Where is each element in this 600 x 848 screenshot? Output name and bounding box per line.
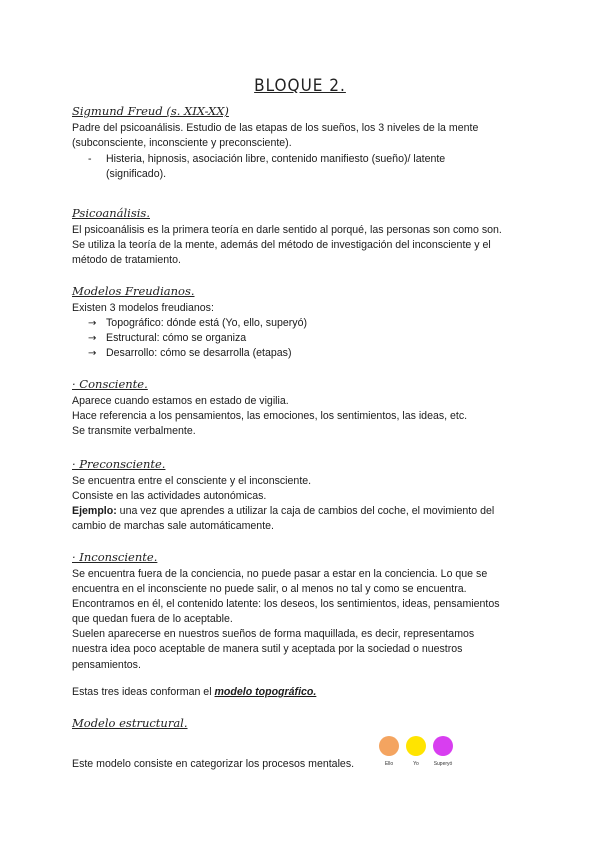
inconsciente-line: nuestra idea poco aceptable de manera sutil y aceptada por la sociedad o nuestros — [72, 643, 463, 656]
preconsciente-line: Consiste en las actividades autonómicas. — [72, 490, 267, 503]
modelo-item: Topográfico: dónde está (Yo, ello, superyó) — [106, 317, 308, 329]
heading-freud: Sigmund Freud (s. XIX-XX) — [72, 104, 229, 118]
heading-inconsciente: · Inconsciente. — [72, 550, 158, 564]
heading-consciente: · Consciente. — [72, 377, 148, 391]
freud-line: (subconsciente, inconsciente y preconsciente). — [72, 137, 292, 150]
list-item — [88, 346, 307, 361]
inconsciente-line: Suelen aparecerse en nuestros sueños de forma maquillada, es decir, representamos — [72, 628, 475, 641]
freud-bullet-list — [88, 152, 528, 182]
circle-ello — [377, 736, 401, 767]
conclusion-line — [72, 685, 532, 700]
bullet-marker: - — [88, 153, 92, 165]
modelos-list — [88, 316, 307, 361]
consciente-line: Se transmite verbalmente. — [72, 425, 196, 438]
psicoanalisis-line: Se utiliza la teoría de la mente, además del método de investigación del inconsciente y el — [72, 239, 491, 252]
circle-superyo-dot — [433, 736, 453, 756]
arrow-icon: → — [88, 348, 97, 360]
preconsciente-line: Se encuentra entre el consciente y el inconsciente. — [72, 475, 312, 487]
psicoanalisis-paragraph — [72, 223, 532, 268]
circle-label: Superyó — [433, 761, 453, 767]
list-item — [88, 316, 307, 331]
consciente-line: Aparece cuando estamos en estado de vigilia. — [72, 395, 289, 407]
list-item — [88, 152, 528, 182]
heading-psicoanalisis: Psicoanálisis. — [72, 206, 150, 220]
heading-modelos: Modelos Freudianos. — [72, 284, 195, 298]
circle-label: Yo — [413, 761, 419, 767]
freud-bullet-line: (significado). — [106, 168, 167, 181]
inconsciente-line: Encontramos en él, el contenido latente: los deseos, los sentimientos, ideas, pensamientos — [72, 598, 500, 611]
consciente-paragraph — [72, 394, 532, 439]
inconsciente-line: que quedan fuera de lo aceptable. — [72, 613, 233, 626]
preconsciente-paragraph — [72, 474, 532, 534]
modelo-topografico-emphasis: modelo topográfico. — [214, 686, 317, 698]
list-item — [88, 331, 307, 346]
circle-ello-dot — [379, 736, 399, 756]
page-title: BLOQUE 2. — [254, 76, 346, 96]
inconsciente-paragraph — [72, 567, 532, 673]
freud-line: Padre del psicoanálisis. Estudio de las etapas de los sueños, los 3 niveles de la mente — [72, 122, 479, 134]
estructural-circles — [377, 736, 455, 767]
consciente-line: Hace referencia a los pensamientos, las emociones, los sentimientos, las ideas, etc. — [72, 410, 468, 423]
psicoanalisis-line: El psicoanálisis es la primera teoría en darle sentido al porqué, las personas son como son. — [72, 224, 502, 236]
heading-estructural: Modelo estructural. — [72, 716, 188, 730]
example-text: una vez que aprendes a utilizar la caja de cambios del coche, el movimiento del — [116, 505, 495, 518]
inconsciente-line: Se encuentra fuera de la conciencia, no puede pasar a estar en la conciencia. Lo que se — [72, 568, 488, 580]
preconsciente-example — [72, 504, 532, 519]
freud-bullet-line: Histeria, hipnosis, asociación libre, contenido manifiesto (sueño)/ latente — [106, 153, 446, 165]
arrow-icon: → — [88, 318, 97, 329]
estructural-line: Este modelo consiste en categorizar los procesos mentales. — [72, 758, 355, 770]
modelo-item: Desarrollo: cómo se desarrolla (etapas) — [106, 347, 292, 360]
inconsciente-line: pensamientos. — [72, 658, 141, 671]
heading-preconsciente: · Preconsciente. — [72, 457, 166, 471]
modelos-intro: Existen 3 modelos freudianos: — [72, 302, 214, 314]
circle-yo-dot — [406, 736, 426, 756]
freud-paragraph — [72, 121, 532, 151]
psicoanalisis-line: método de tratamiento. — [72, 254, 181, 267]
circle-yo — [404, 736, 428, 767]
inconsciente-line: encuentra en el inconsciente no puede salir, o al menos no tal y como se encuentra. — [72, 583, 467, 596]
conclusion-prefix: Estas tres ideas conforman el — [72, 686, 215, 698]
arrow-icon: → — [88, 333, 97, 345]
modelo-item: Estructural: cómo se organiza — [106, 332, 247, 345]
freud-bullet-text — [106, 152, 445, 182]
preconsciente-example-cont: cambio de marchas sale automáticamente. — [72, 520, 274, 533]
circle-superyo — [431, 736, 455, 767]
circle-label: Ello — [384, 761, 394, 767]
example-label: Ejemplo: — [72, 505, 117, 518]
